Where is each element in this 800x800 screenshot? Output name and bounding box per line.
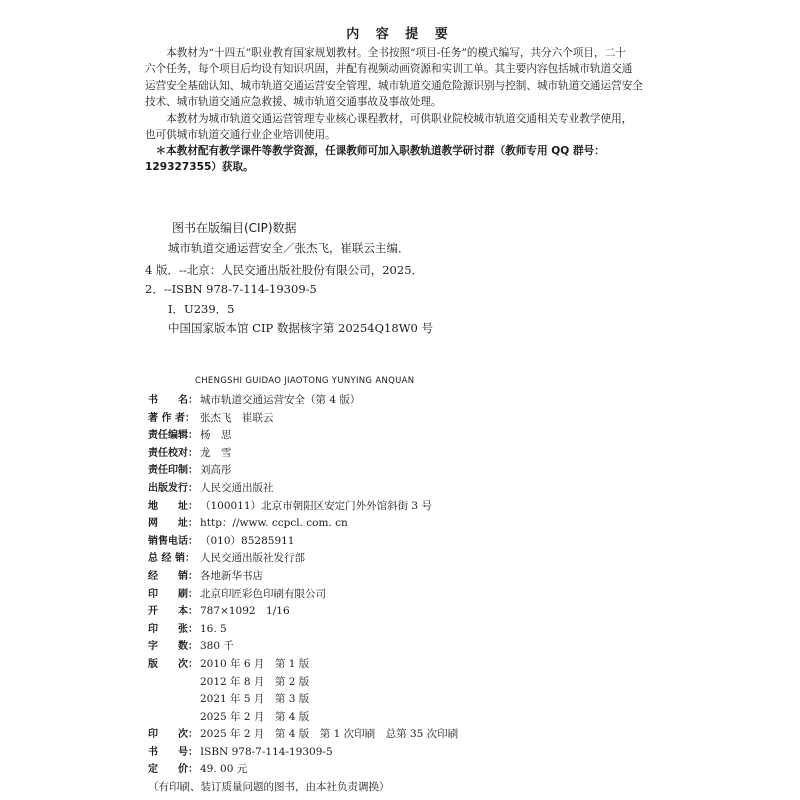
colophon-value: 城市轨道交通运营安全（第 4 版） bbox=[200, 394, 361, 406]
colophon-value: 2012 年 8 月 第 2 版 bbox=[200, 675, 310, 688]
summary-line: 也可供城市轨道交通行业企业培训使用。 bbox=[145, 129, 336, 142]
colophon-label: 责任印制： bbox=[148, 465, 198, 477]
colophon-value: 2025 年 2 月 第 4 版 第 1 次印刷 总第 35 次印刷 bbox=[200, 728, 459, 741]
colophon-label: 地 址： bbox=[148, 500, 198, 512]
cip-line: 中国国家版本馆 CIP 数据核字第 20254Q18W0 号 bbox=[145, 321, 433, 335]
summary-line: 技术、城市轨道交通应急救援、城市轨道交通事故及事故处理。 bbox=[145, 96, 442, 109]
colophon-label: 定 价： bbox=[148, 764, 198, 776]
summary-line: 六个任务，每个项目后均设有知识巩固，并配有视频动画资源和实训工单。其主要内容包括城市轨道交通 bbox=[145, 63, 633, 76]
colophon-label: 出版发行： bbox=[148, 482, 198, 494]
colophon-row bbox=[148, 638, 668, 656]
colophon bbox=[148, 392, 668, 797]
colophon-row bbox=[148, 533, 668, 551]
colophon-value: ISBN 978-7-114-19309-5 bbox=[200, 745, 333, 758]
colophon-row bbox=[148, 744, 668, 762]
colophon-row bbox=[148, 656, 668, 674]
colophon-value: 787×1092 1/16 bbox=[200, 605, 290, 618]
colophon-value: 人民交通出版社发行部 bbox=[200, 552, 305, 565]
colophon-value: 49. 00 元 bbox=[200, 763, 248, 776]
colophon-value: 杨 思 bbox=[200, 429, 232, 442]
colophon-row bbox=[148, 550, 668, 568]
colophon-value: 人民交通出版社 bbox=[200, 481, 274, 494]
colophon-row bbox=[148, 761, 668, 779]
colophon-value: 刘高彤 bbox=[200, 464, 232, 477]
cip-line: 4 版．--北京：人民交通出版社股份有限公司，2025． bbox=[145, 263, 424, 277]
colophon-row bbox=[148, 568, 668, 586]
colophon-value: （010）85285911 bbox=[200, 534, 295, 547]
colophon-value: 16. 5 bbox=[200, 622, 227, 635]
colophon-row bbox=[148, 515, 668, 533]
colophon-value: （100011）北京市朝阳区安定门外外馆斜街 3 号 bbox=[200, 499, 432, 512]
colophon-label: 销售电话： bbox=[148, 535, 198, 547]
colophon-row bbox=[148, 691, 668, 709]
teaching-resource-note bbox=[145, 143, 655, 176]
colophon-label: 责任校对： bbox=[148, 447, 198, 459]
colophon-value: http：//www. ccpcl. com. cn bbox=[200, 517, 348, 530]
colophon-row bbox=[148, 726, 668, 744]
colophon-value: 各地新华书店 bbox=[200, 569, 263, 582]
colophon-value: 2021 年 5 月 第 3 版 bbox=[200, 693, 310, 706]
colophon-label: 网 址： bbox=[148, 518, 198, 530]
colophon-label: 版 次： bbox=[148, 658, 198, 670]
pinyin-title: CHENGSHI GUIDAO JIAOTONG YUNYING ANQUAN bbox=[195, 376, 415, 386]
colophon-label: 总 经 销： bbox=[148, 553, 195, 565]
colophon-row bbox=[148, 586, 668, 604]
footer-note: （有印刷、装订质量问题的图书，由本社负责调换） bbox=[148, 781, 390, 794]
colophon-row bbox=[148, 480, 668, 498]
colophon-row bbox=[148, 603, 668, 621]
cip-line: 城市轨道交通运营安全／张杰飞，崔联云主编． bbox=[145, 241, 410, 255]
note-line: 129327355）获取。 bbox=[145, 161, 254, 174]
colophon-label: 印 次： bbox=[148, 729, 198, 741]
colophon-label: 经 销： bbox=[148, 570, 198, 582]
colophon-value: 龙 雪 bbox=[200, 446, 232, 459]
summary-line: 本教材为城市轨道交通运营管理专业核心课程教材，可供职业院校城市轨道交通相关专业教学使用， bbox=[145, 112, 633, 125]
cip-line: Ⅰ．U239．5 bbox=[145, 302, 235, 316]
colophon-label: 著 作 者： bbox=[148, 412, 195, 424]
colophon-value: 380 千 bbox=[200, 640, 234, 653]
colophon-row bbox=[148, 498, 668, 516]
colophon-label: 书 号： bbox=[148, 746, 198, 758]
colophon-value: 张杰飞 崔联云 bbox=[200, 411, 274, 424]
page-title: 内 容 提 要 bbox=[346, 27, 454, 42]
colophon-label: 责任编辑： bbox=[148, 430, 198, 442]
summary-line: 本教材为“十四五”职业教育国家规划教材。全书按照“项目-任务”的模式编写，共分六个项目，二十 bbox=[145, 47, 626, 59]
colophon-row bbox=[148, 674, 668, 692]
cip-line: 2．--ISBN 978-7-114-19309-5 bbox=[145, 282, 317, 296]
cip-heading: 图书在版编目(CIP)数据 bbox=[172, 221, 297, 235]
colophon-row bbox=[148, 427, 668, 445]
colophon-row bbox=[148, 621, 668, 639]
colophon-value: 2025 年 2 月 第 4 版 bbox=[200, 710, 310, 723]
colophon-label: 字 数： bbox=[148, 641, 198, 653]
colophon-row bbox=[148, 709, 668, 727]
summary-paragraph bbox=[145, 45, 655, 143]
colophon-row bbox=[148, 445, 668, 463]
colophon-row bbox=[148, 462, 668, 480]
colophon-value: 2010 年 6 月 第 1 版 bbox=[200, 657, 310, 670]
colophon-value: 北京印匠彩色印刷有限公司 bbox=[200, 587, 326, 600]
colophon-label: 书 名： bbox=[148, 395, 198, 406]
summary-line: 运营安全基础认知、城市轨道交通运营安全管理、城市轨道交通危险源识别与控制、城市轨道交通运营安全 bbox=[145, 79, 643, 92]
colophon-label: 印 张： bbox=[148, 623, 198, 635]
note-line: ＊本教材配有教学课件等教学资源，任课教师可加入职教轨道教学研讨群（教师专用 QQ 群号： bbox=[145, 145, 605, 157]
colophon-label: 印 刷： bbox=[148, 588, 198, 600]
colophon-row bbox=[148, 410, 668, 428]
colophon-label: 开 本： bbox=[148, 606, 198, 618]
colophon-row bbox=[148, 392, 668, 410]
